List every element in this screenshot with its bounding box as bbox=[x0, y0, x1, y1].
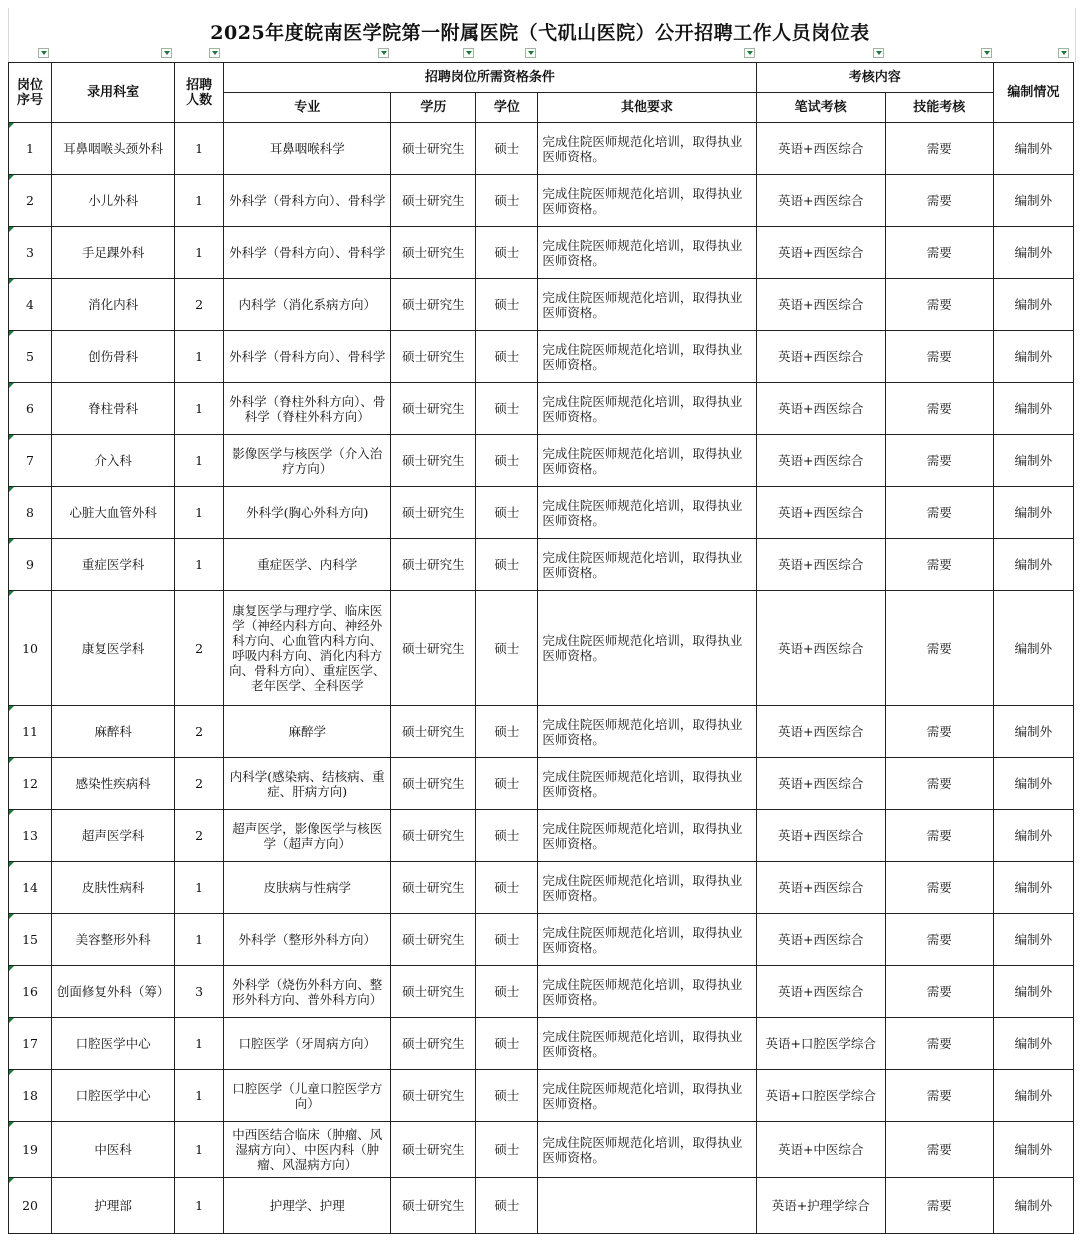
cell-seq[interactable]: 6 bbox=[9, 383, 52, 435]
cell-major[interactable]: 中西医结合临床（肿瘤、风湿病方向）、中医内科（肿瘤、风湿病方向） bbox=[224, 1122, 391, 1178]
cell-degree[interactable]: 硕士 bbox=[476, 487, 538, 539]
cell-degree[interactable]: 硕士 bbox=[476, 175, 538, 227]
cell-dept[interactable]: 创伤骨科 bbox=[52, 331, 175, 383]
table-row bbox=[9, 435, 1074, 487]
cell-count[interactable]: 1 bbox=[175, 331, 224, 383]
cell-degree[interactable]: 硕士 bbox=[476, 1070, 538, 1122]
cell-degree[interactable]: 硕士 bbox=[476, 279, 538, 331]
cell-dept[interactable]: 介入科 bbox=[52, 435, 175, 487]
cell-count[interactable]: 1 bbox=[175, 175, 224, 227]
cell-staffing[interactable]: 编制外 bbox=[993, 758, 1073, 810]
header-skill-exam: 技能考核 bbox=[885, 93, 993, 123]
header-count bbox=[175, 63, 224, 123]
header-seq-line1: 岗位 bbox=[17, 77, 44, 93]
cell-education[interactable]: 硕士研究生 bbox=[391, 383, 476, 435]
table-row bbox=[9, 279, 1074, 331]
cell-count[interactable]: 1 bbox=[175, 487, 224, 539]
cell-seq[interactable]: 12 bbox=[9, 758, 52, 810]
cell-major[interactable]: 内科学(感染病、结核病、重症、肝病方向) bbox=[224, 758, 391, 810]
cell-written-exam[interactable]: 英语+西医综合 bbox=[756, 706, 885, 758]
table-row bbox=[9, 487, 1074, 539]
cell-other[interactable]: 完成住院医师规范化培训，取得执业医师资格。 bbox=[538, 758, 756, 810]
cell-written-exam[interactable]: 英语+西医综合 bbox=[756, 487, 885, 539]
cell-dept[interactable]: 皮肤性病科 bbox=[52, 862, 175, 914]
cell-seq[interactable]: 8 bbox=[9, 487, 52, 539]
header-seq-line2: 序号 bbox=[17, 92, 44, 108]
cell-other[interactable]: 完成住院医师规范化培训，取得执业医师资格。 bbox=[538, 810, 756, 862]
cell-major[interactable]: 外科学（烧伤外科方向、整形外科方向、普外科方向） bbox=[224, 966, 391, 1018]
cell-staffing[interactable]: 编制外 bbox=[993, 175, 1073, 227]
table-row bbox=[9, 383, 1074, 435]
cell-written-exam[interactable]: 英语+西医综合 bbox=[756, 331, 885, 383]
cell-seq[interactable]: 11 bbox=[9, 706, 52, 758]
cell-staffing[interactable]: 编制外 bbox=[993, 1178, 1073, 1234]
cell-seq[interactable]: 18 bbox=[9, 1070, 52, 1122]
cell-count[interactable]: 3 bbox=[175, 966, 224, 1018]
cell-staffing[interactable]: 编制外 bbox=[993, 539, 1073, 591]
positions-table bbox=[8, 62, 1074, 1234]
cell-staffing[interactable]: 编制外 bbox=[993, 331, 1073, 383]
cell-major[interactable]: 皮肤病与性病学 bbox=[224, 862, 391, 914]
cell-written-exam[interactable]: 英语+中医综合 bbox=[756, 1122, 885, 1178]
table-row bbox=[9, 706, 1074, 758]
cell-written-exam[interactable]: 英语+西医综合 bbox=[756, 539, 885, 591]
cell-skill-exam[interactable]: 需要 bbox=[885, 966, 993, 1018]
cell-count[interactable]: 2 bbox=[175, 591, 224, 706]
cell-seq[interactable]: 10 bbox=[9, 591, 52, 706]
cell-education[interactable]: 硕士研究生 bbox=[391, 123, 476, 175]
cell-staffing[interactable]: 编制外 bbox=[993, 1070, 1073, 1122]
cell-major[interactable]: 口腔医学（儿童口腔医学方向） bbox=[224, 1070, 391, 1122]
cell-count[interactable]: 2 bbox=[175, 810, 224, 862]
cell-written-exam[interactable]: 英语+西医综合 bbox=[756, 591, 885, 706]
filter-dropdown-icon[interactable] bbox=[161, 48, 172, 58]
table-row bbox=[9, 1122, 1074, 1178]
cell-major[interactable]: 康复医学与理疗学、临床医学（神经内科方向、神经外科方向、心血管内科方向、呼吸内科方向、消化内科方向、骨科方向）、重症医学、老年医学、全科医学 bbox=[224, 591, 391, 706]
cell-staffing[interactable]: 编制外 bbox=[993, 914, 1073, 966]
filter-dropdown-icon[interactable] bbox=[1058, 48, 1069, 58]
cell-dept[interactable]: 超声医学科 bbox=[52, 810, 175, 862]
cell-education[interactable]: 硕士研究生 bbox=[391, 435, 476, 487]
cell-skill-exam[interactable]: 需要 bbox=[885, 758, 993, 810]
cell-staffing[interactable]: 编制外 bbox=[993, 227, 1073, 279]
cell-major[interactable]: 外科学（整形外科方向） bbox=[224, 914, 391, 966]
cell-degree[interactable]: 硕士 bbox=[476, 435, 538, 487]
cell-other[interactable]: 完成住院医师规范化培训，取得执业医师资格。 bbox=[538, 1018, 756, 1070]
cell-other[interactable]: 完成住院医师规范化培训，取得执业医师资格。 bbox=[538, 862, 756, 914]
table-row bbox=[9, 758, 1074, 810]
cell-major[interactable]: 外科学（骨科方向）、骨科学 bbox=[224, 227, 391, 279]
cell-count[interactable]: 1 bbox=[175, 1018, 224, 1070]
cell-count[interactable]: 1 bbox=[175, 862, 224, 914]
cell-major[interactable]: 护理学、护理 bbox=[224, 1178, 391, 1234]
filter-dropdown-icon[interactable] bbox=[873, 48, 884, 58]
cell-major[interactable]: 麻醉学 bbox=[224, 706, 391, 758]
cell-education[interactable]: 硕士研究生 bbox=[391, 810, 476, 862]
cell-staffing[interactable]: 编制外 bbox=[993, 591, 1073, 706]
cell-dept[interactable]: 口腔医学中心 bbox=[52, 1070, 175, 1122]
cell-degree[interactable]: 硕士 bbox=[476, 810, 538, 862]
cell-other[interactable]: 完成住院医师规范化培训，取得执业医师资格。 bbox=[538, 279, 756, 331]
header-major: 专业 bbox=[224, 93, 391, 123]
cell-degree[interactable]: 硕士 bbox=[476, 539, 538, 591]
cell-other[interactable]: 完成住院医师规范化培训，取得执业医师资格。 bbox=[538, 383, 756, 435]
cell-dept[interactable]: 护理部 bbox=[52, 1178, 175, 1234]
cell-degree[interactable]: 硕士 bbox=[476, 966, 538, 1018]
cell-seq[interactable]: 15 bbox=[9, 914, 52, 966]
cell-seq[interactable]: 20 bbox=[9, 1178, 52, 1234]
cell-written-exam[interactable]: 英语+口腔医学综合 bbox=[756, 1070, 885, 1122]
table-row bbox=[9, 591, 1074, 706]
cell-skill-exam[interactable]: 需要 bbox=[885, 279, 993, 331]
cell-other[interactable]: 完成住院医师规范化培训，取得执业医师资格。 bbox=[538, 487, 756, 539]
cell-seq[interactable]: 16 bbox=[9, 966, 52, 1018]
cell-degree[interactable]: 硕士 bbox=[476, 706, 538, 758]
cell-count[interactable]: 1 bbox=[175, 227, 224, 279]
header-seq bbox=[9, 63, 52, 123]
table-row bbox=[9, 810, 1074, 862]
cell-major[interactable]: 外科学（脊柱外科方向）、骨科学（脊柱外科方向） bbox=[224, 383, 391, 435]
cell-dept[interactable]: 小儿外科 bbox=[52, 175, 175, 227]
cell-other[interactable]: 完成住院医师规范化培训，取得执业医师资格。 bbox=[538, 706, 756, 758]
cell-education[interactable]: 硕士研究生 bbox=[391, 1122, 476, 1178]
table-row bbox=[9, 862, 1074, 914]
cell-written-exam[interactable]: 英语+西医综合 bbox=[756, 966, 885, 1018]
cell-staffing[interactable]: 编制外 bbox=[993, 383, 1073, 435]
cell-degree[interactable]: 硕士 bbox=[476, 227, 538, 279]
cell-degree[interactable]: 硕士 bbox=[476, 862, 538, 914]
header-staffing: 编制情况 bbox=[993, 63, 1073, 123]
cell-written-exam[interactable]: 英语+西医综合 bbox=[756, 810, 885, 862]
cell-education[interactable]: 硕士研究生 bbox=[391, 175, 476, 227]
cell-dept[interactable]: 重症医学科 bbox=[52, 539, 175, 591]
cell-major[interactable]: 超声医学，影像医学与核医学（超声方向） bbox=[224, 810, 391, 862]
cell-seq[interactable]: 17 bbox=[9, 1018, 52, 1070]
cell-count[interactable]: 1 bbox=[175, 1122, 224, 1178]
cell-dept[interactable]: 创面修复外科（筹） bbox=[52, 966, 175, 1018]
cell-major[interactable]: 外科学(胸心外科方向) bbox=[224, 487, 391, 539]
filter-dropdown-icon[interactable] bbox=[525, 48, 536, 58]
cell-staffing[interactable]: 编制外 bbox=[993, 966, 1073, 1018]
cell-count[interactable]: 1 bbox=[175, 539, 224, 591]
filter-dropdown-icon[interactable] bbox=[38, 48, 49, 58]
cell-seq[interactable]: 5 bbox=[9, 331, 52, 383]
cell-count[interactable]: 1 bbox=[175, 1178, 224, 1234]
cell-count[interactable]: 1 bbox=[175, 123, 224, 175]
cell-written-exam[interactable]: 英语+口腔医学综合 bbox=[756, 1018, 885, 1070]
cell-major[interactable]: 外科学（骨科方向）、骨科学 bbox=[224, 331, 391, 383]
cell-count[interactable]: 1 bbox=[175, 1070, 224, 1122]
cell-count[interactable]: 2 bbox=[175, 758, 224, 810]
cell-degree[interactable]: 硕士 bbox=[476, 123, 538, 175]
cell-seq[interactable]: 13 bbox=[9, 810, 52, 862]
table-row bbox=[9, 123, 1074, 175]
cell-degree[interactable]: 硕士 bbox=[476, 1178, 538, 1234]
cell-other[interactable] bbox=[538, 1178, 756, 1234]
cell-skill-exam[interactable]: 需要 bbox=[885, 810, 993, 862]
table-row bbox=[9, 227, 1074, 279]
cell-seq[interactable]: 1 bbox=[9, 123, 52, 175]
cell-education[interactable]: 硕士研究生 bbox=[391, 966, 476, 1018]
cell-major[interactable]: 口腔医学（牙周病方向） bbox=[224, 1018, 391, 1070]
header-exam-group: 考核内容 bbox=[756, 63, 993, 93]
cell-education[interactable]: 硕士研究生 bbox=[391, 914, 476, 966]
cell-count[interactable]: 1 bbox=[175, 914, 224, 966]
cell-written-exam[interactable]: 英语+西医综合 bbox=[756, 383, 885, 435]
table-row bbox=[9, 331, 1074, 383]
cell-skill-exam[interactable]: 需要 bbox=[885, 383, 993, 435]
cell-seq[interactable]: 19 bbox=[9, 1122, 52, 1178]
cell-staffing[interactable]: 编制外 bbox=[993, 123, 1073, 175]
cell-skill-exam[interactable]: 需要 bbox=[885, 175, 993, 227]
table-row bbox=[9, 1070, 1074, 1122]
cell-skill-exam[interactable]: 需要 bbox=[885, 123, 993, 175]
header-education: 学历 bbox=[391, 93, 476, 123]
cell-degree[interactable]: 硕士 bbox=[476, 383, 538, 435]
cell-seq[interactable]: 9 bbox=[9, 539, 52, 591]
cell-skill-exam[interactable]: 需要 bbox=[885, 914, 993, 966]
header-count-line2: 人数 bbox=[186, 92, 213, 108]
cell-dept[interactable]: 美容整形外科 bbox=[52, 914, 175, 966]
cell-dept[interactable]: 脊柱骨科 bbox=[52, 383, 175, 435]
cell-other[interactable]: 完成住院医师规范化培训，取得执业医师资格。 bbox=[538, 331, 756, 383]
cell-dept[interactable]: 中医科 bbox=[52, 1122, 175, 1178]
cell-count[interactable]: 1 bbox=[175, 383, 224, 435]
cell-written-exam[interactable]: 英语+西医综合 bbox=[756, 862, 885, 914]
filter-dropdown-icon[interactable] bbox=[744, 48, 755, 58]
cell-written-exam[interactable]: 英语+西医综合 bbox=[756, 227, 885, 279]
filter-dropdown-icon[interactable] bbox=[209, 48, 220, 58]
cell-written-exam[interactable]: 英语+西医综合 bbox=[756, 123, 885, 175]
cell-education[interactable]: 硕士研究生 bbox=[391, 539, 476, 591]
cell-education[interactable]: 硕士研究生 bbox=[391, 279, 476, 331]
cell-staffing[interactable]: 编制外 bbox=[993, 435, 1073, 487]
cell-skill-exam[interactable]: 需要 bbox=[885, 1178, 993, 1234]
cell-dept[interactable]: 感染性疾病科 bbox=[52, 758, 175, 810]
cell-education[interactable]: 硕士研究生 bbox=[391, 758, 476, 810]
cell-seq[interactable]: 4 bbox=[9, 279, 52, 331]
cell-education[interactable]: 硕士研究生 bbox=[391, 331, 476, 383]
cell-degree[interactable]: 硕士 bbox=[476, 914, 538, 966]
cell-dept[interactable]: 麻醉科 bbox=[52, 706, 175, 758]
table-row bbox=[9, 1178, 1074, 1234]
cell-skill-exam[interactable]: 需要 bbox=[885, 227, 993, 279]
table-row bbox=[9, 966, 1074, 1018]
cell-major[interactable]: 影像医学与核医学（介入治疗方向） bbox=[224, 435, 391, 487]
table-row bbox=[9, 1018, 1074, 1070]
table-row bbox=[9, 175, 1074, 227]
cell-degree[interactable]: 硕士 bbox=[476, 591, 538, 706]
cell-skill-exam[interactable]: 需要 bbox=[885, 706, 993, 758]
cell-staffing[interactable]: 编制外 bbox=[993, 862, 1073, 914]
cell-other[interactable]: 完成住院医师规范化培训，取得执业医师资格。 bbox=[538, 539, 756, 591]
cell-dept[interactable]: 耳鼻咽喉头颈外科 bbox=[52, 123, 175, 175]
cell-other[interactable]: 完成住院医师规范化培训，取得执业医师资格。 bbox=[538, 591, 756, 706]
cell-skill-exam[interactable]: 需要 bbox=[885, 1018, 993, 1070]
cell-count[interactable]: 1 bbox=[175, 435, 224, 487]
cell-written-exam[interactable]: 英语+西医综合 bbox=[756, 758, 885, 810]
cell-dept[interactable]: 手足踝外科 bbox=[52, 227, 175, 279]
header-written-exam: 笔试考核 bbox=[756, 93, 885, 123]
page-title: 2025年度皖南医学院第一附属医院（弋矶山医院）公开招聘工作人员岗位表 bbox=[210, 21, 870, 44]
cell-skill-exam[interactable]: 需要 bbox=[885, 591, 993, 706]
cell-written-exam[interactable]: 英语+西医综合 bbox=[756, 175, 885, 227]
cell-skill-exam[interactable]: 需要 bbox=[885, 1070, 993, 1122]
cell-staffing[interactable]: 编制外 bbox=[993, 810, 1073, 862]
cell-other[interactable]: 完成住院医师规范化培训，取得执业医师资格。 bbox=[538, 1122, 756, 1178]
cell-other[interactable]: 完成住院医师规范化培训，取得执业医师资格。 bbox=[538, 1070, 756, 1122]
cell-dept[interactable]: 康复医学科 bbox=[52, 591, 175, 706]
cell-staffing[interactable]: 编制外 bbox=[993, 706, 1073, 758]
table-body bbox=[9, 123, 1074, 1234]
cell-degree[interactable]: 硕士 bbox=[476, 1018, 538, 1070]
cell-other[interactable]: 完成住院医师规范化培训，取得执业医师资格。 bbox=[538, 123, 756, 175]
cell-degree[interactable]: 硕士 bbox=[476, 758, 538, 810]
filter-dropdown-icon[interactable] bbox=[463, 48, 474, 58]
cell-degree[interactable]: 硕士 bbox=[476, 1122, 538, 1178]
cell-education[interactable]: 硕士研究生 bbox=[391, 862, 476, 914]
cell-skill-exam[interactable]: 需要 bbox=[885, 487, 993, 539]
cell-staffing[interactable]: 编制外 bbox=[993, 1018, 1073, 1070]
cell-other[interactable]: 完成住院医师规范化培训，取得执业医师资格。 bbox=[538, 914, 756, 966]
cell-written-exam[interactable]: 英语+护理学综合 bbox=[756, 1178, 885, 1234]
cell-major[interactable]: 内科学（消化系病方向） bbox=[224, 279, 391, 331]
cell-skill-exam[interactable]: 需要 bbox=[885, 1122, 993, 1178]
cell-other[interactable]: 完成住院医师规范化培训，取得执业医师资格。 bbox=[538, 227, 756, 279]
header-dept: 录用科室 bbox=[52, 63, 175, 123]
cell-education[interactable]: 硕士研究生 bbox=[391, 706, 476, 758]
cell-seq[interactable]: 3 bbox=[9, 227, 52, 279]
cell-skill-exam[interactable]: 需要 bbox=[885, 539, 993, 591]
cell-written-exam[interactable]: 英语+西医综合 bbox=[756, 435, 885, 487]
cell-staffing[interactable]: 编制外 bbox=[993, 487, 1073, 539]
cell-dept[interactable]: 消化内科 bbox=[52, 279, 175, 331]
cell-major[interactable]: 外科学（骨科方向）、骨科学 bbox=[224, 175, 391, 227]
cell-count[interactable]: 2 bbox=[175, 706, 224, 758]
header-other: 其他要求 bbox=[538, 93, 756, 123]
cell-education[interactable]: 硕士研究生 bbox=[391, 227, 476, 279]
cell-dept[interactable]: 口腔医学中心 bbox=[52, 1018, 175, 1070]
cell-seq[interactable]: 2 bbox=[9, 175, 52, 227]
cell-other[interactable]: 完成住院医师规范化培训，取得执业医师资格。 bbox=[538, 435, 756, 487]
cell-skill-exam[interactable]: 需要 bbox=[885, 435, 993, 487]
cell-other[interactable]: 完成住院医师规范化培训，取得执业医师资格。 bbox=[538, 966, 756, 1018]
cell-education[interactable]: 硕士研究生 bbox=[391, 1178, 476, 1234]
filter-dropdown-icon[interactable] bbox=[981, 48, 992, 58]
cell-skill-exam[interactable]: 需要 bbox=[885, 862, 993, 914]
cell-major[interactable]: 耳鼻咽喉科学 bbox=[224, 123, 391, 175]
cell-written-exam[interactable]: 英语+西医综合 bbox=[756, 279, 885, 331]
cell-education[interactable]: 硕士研究生 bbox=[391, 1070, 476, 1122]
cell-education[interactable]: 硕士研究生 bbox=[391, 487, 476, 539]
cell-skill-exam[interactable]: 需要 bbox=[885, 331, 993, 383]
cell-seq[interactable]: 14 bbox=[9, 862, 52, 914]
filter-dropdown-icon[interactable] bbox=[378, 48, 389, 58]
header-qualification-group: 招聘岗位所需资格条件 bbox=[224, 63, 756, 93]
table-row bbox=[9, 539, 1074, 591]
cell-seq[interactable]: 7 bbox=[9, 435, 52, 487]
cell-count[interactable]: 2 bbox=[175, 279, 224, 331]
cell-staffing[interactable]: 编制外 bbox=[993, 1122, 1073, 1178]
cell-major[interactable]: 重症医学、内科学 bbox=[224, 539, 391, 591]
cell-dept[interactable]: 心脏大血管外科 bbox=[52, 487, 175, 539]
cell-education[interactable]: 硕士研究生 bbox=[391, 591, 476, 706]
cell-other[interactable]: 完成住院医师规范化培训，取得执业医师资格。 bbox=[538, 175, 756, 227]
header-degree: 学位 bbox=[476, 93, 538, 123]
cell-staffing[interactable]: 编制外 bbox=[993, 279, 1073, 331]
header-count-line1: 招聘 bbox=[186, 77, 213, 93]
cell-degree[interactable]: 硕士 bbox=[476, 331, 538, 383]
cell-written-exam[interactable]: 英语+西医综合 bbox=[756, 914, 885, 966]
table-row bbox=[9, 914, 1074, 966]
cell-education[interactable]: 硕士研究生 bbox=[391, 1018, 476, 1070]
